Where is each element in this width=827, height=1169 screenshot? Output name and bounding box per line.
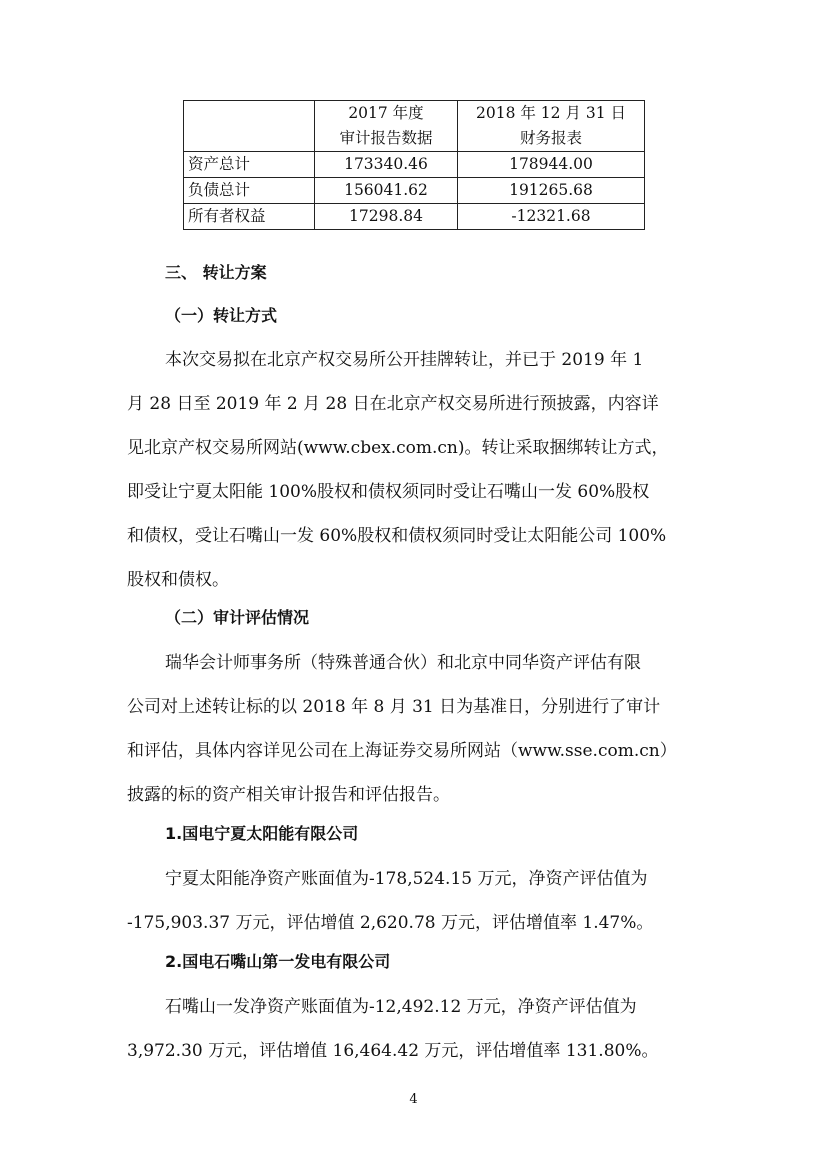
line-text: 3,972.30 万元，评估增值 16,464.42 万元，评估增值率 131.80%。 — [127, 1041, 659, 1061]
cell-owners-equity-2018: -12321.68 — [458, 204, 645, 230]
page-number: 4 — [409, 1092, 418, 1107]
table-header-empty-cell — [184, 101, 315, 152]
line-text: 披露的标的资产相关审计报告和评估报告。 — [127, 785, 450, 805]
line-text: -175,903.37 万元，评估增值 2,620.78 万元，评估增值率 1.47%。 — [127, 913, 654, 933]
financial-summary-table — [183, 100, 645, 230]
table-header-row — [184, 101, 645, 152]
line-text: 和评估，具体内容详见公司在上海证券交易所网站（www.sse.com.cn） — [127, 741, 677, 761]
line-text: 月 28 日至 2019 年 2 月 28 日在北京产权交易所进行预披露，内容详 — [127, 394, 659, 414]
header-2018-line1: 2018 年 12 月 31 日 — [475, 104, 627, 122]
table-row — [184, 178, 645, 204]
header-2017-line2: 审计报告数据 — [339, 129, 433, 147]
cell-owners-equity-2017: 17298.84 — [315, 204, 458, 230]
line-text: 即受让宁夏太阳能 100%股权和债权须同时受让石嘴山一发 60%股权 — [127, 482, 650, 502]
line-text: 见北京产权交易所网站(www.cbex.com.cn)。转让采取捆绑转让方式， — [127, 438, 669, 458]
line-text: 公司对上述转让标的以 2018 年 8 月 31 日为基准日，分别进行了审计 — [127, 697, 661, 717]
table-row — [184, 152, 645, 178]
cell-total-assets-2018: 178944.00 — [458, 152, 645, 178]
line-text: 瑞华会计师事务所（特殊普通合伙）和北京中同华资产评估有限 — [165, 653, 641, 673]
line-text: 和债权，受让石嘴山一发 60%股权和债权须同时受让太阳能公司 100% — [127, 526, 667, 546]
table-row — [184, 204, 645, 230]
table-header-2017 — [315, 101, 458, 152]
row-label-total-assets: 资产总计 — [184, 152, 315, 178]
section-heading-text: 三、 转让方案 — [165, 263, 267, 282]
company-heading-text: 2.国电石嘴山第一发电有限公司 — [165, 952, 391, 971]
subsection-heading-text: （一）转让方式 — [165, 306, 278, 325]
row-label-total-liabilities: 负债总计 — [184, 178, 315, 204]
subsection-heading-text: （二）审计评估情况 — [165, 608, 310, 627]
cell-total-liabilities-2017: 156041.62 — [315, 178, 458, 204]
line-text: 石嘴山一发净资产账面值为-12,492.12 万元，净资产评估值为 — [165, 997, 637, 1017]
cell-total-liabilities-2018: 191265.68 — [458, 178, 645, 204]
company-heading-text: 1.国电宁夏太阳能有限公司 — [165, 824, 359, 843]
line-text: 宁夏太阳能净资产账面值为-178,524.15 万元，净资产评估值为 — [165, 869, 648, 889]
cell-total-assets-2017: 173340.46 — [315, 152, 458, 178]
header-2018-line2: 财务报表 — [519, 129, 582, 147]
header-2017-line1: 2017 年度 — [348, 104, 424, 122]
row-label-owners-equity: 所有者权益 — [184, 204, 315, 230]
line-text: 本次交易拟在北京产权交易所公开挂牌转让，并已于 2019 年 1 — [165, 350, 644, 370]
table-header-2018 — [458, 101, 645, 152]
line-text: 股权和债权。 — [127, 570, 229, 590]
